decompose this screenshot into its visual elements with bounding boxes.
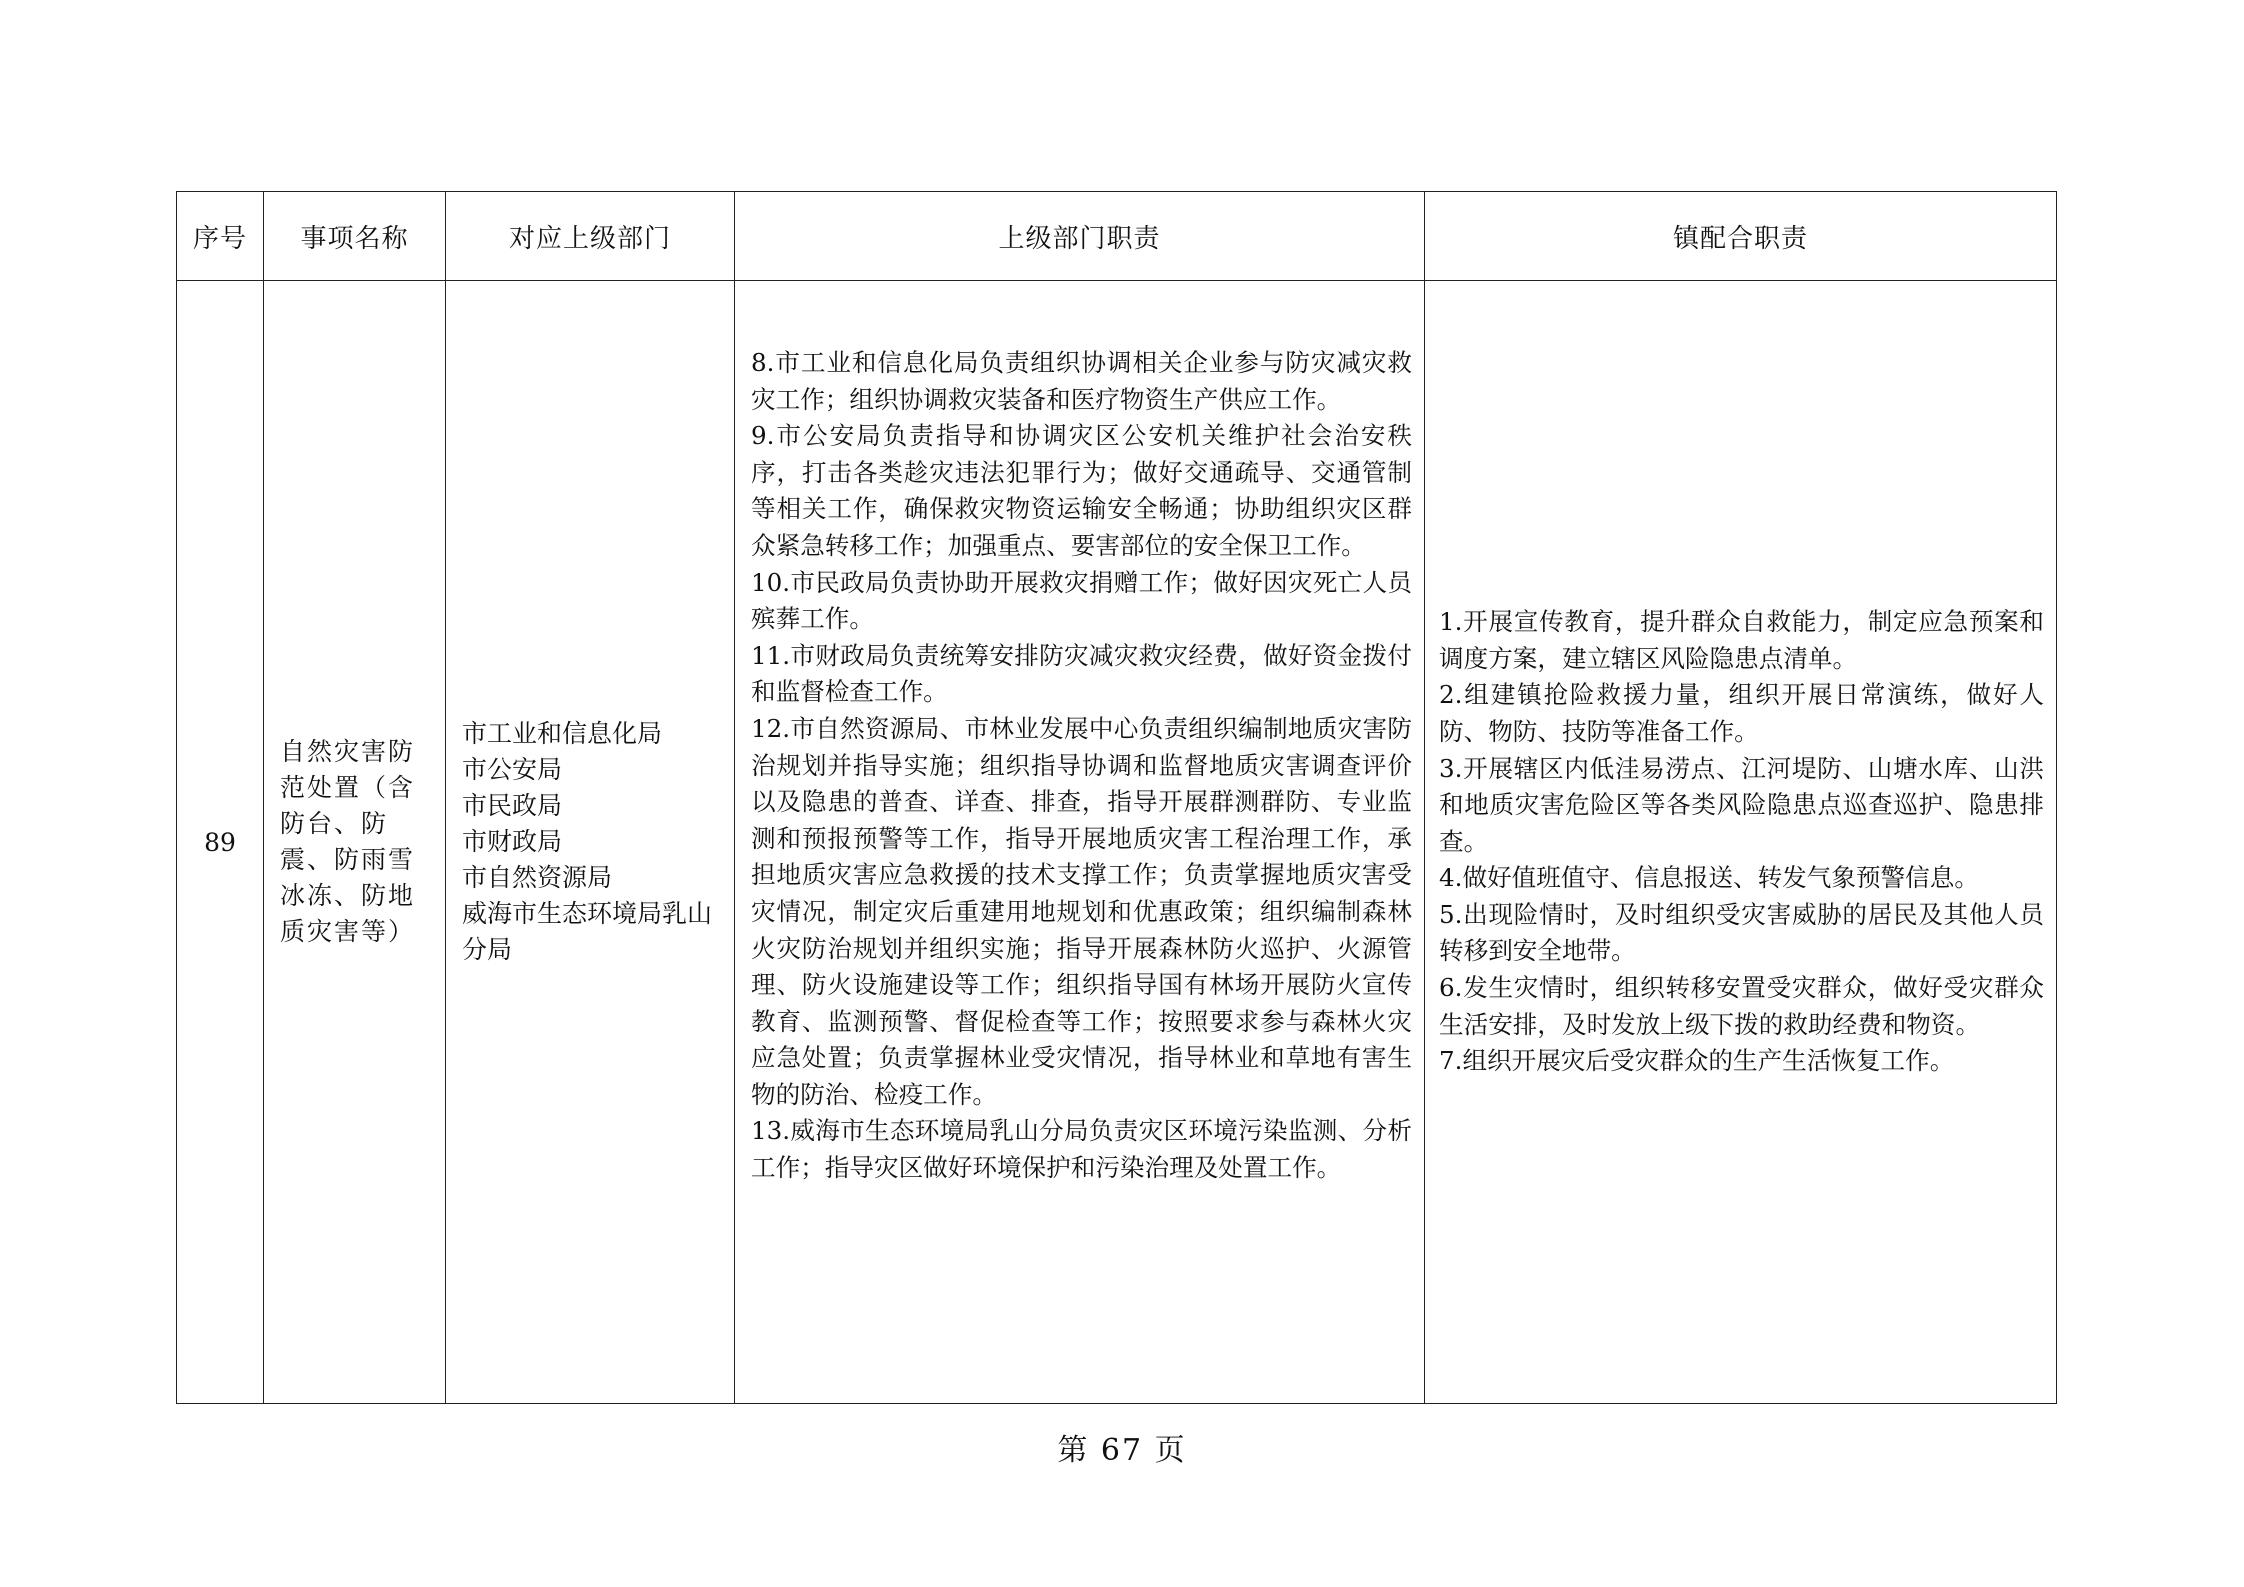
table-header-row xyxy=(177,192,2057,281)
department-item: 市民政局 xyxy=(462,791,563,820)
superior-duty-item: 13.威海市生态环境局乳山分局负责灾区环境污染监测、分析工作；指导灾区做好环境保护和污染治理及处置工作。 xyxy=(751,1116,1412,1183)
town-duty-item: 4.做好值班值守、信息报送、转发气象预警信息。 xyxy=(1439,863,1979,893)
row-item-name: 自然灾害防范处置（含防台、防震、防雨雪冰冻、防地质灾害等） xyxy=(280,737,416,946)
table-row xyxy=(177,281,2057,1404)
row-item-name-cell xyxy=(264,281,446,1404)
department-item: 市财政局 xyxy=(462,827,563,856)
department-list xyxy=(446,716,734,968)
town-duty-item: 3.开展辖区内低洼易涝点、江河堤防、山塘水库、山洪和地质灾害危险区等各类风险隐患点巡查巡护、隐患排查。 xyxy=(1439,753,2044,856)
header-superior-dept: 对应上级部门 xyxy=(446,192,735,281)
header-index: 序号 xyxy=(177,192,264,281)
department-item: 市工业和信息化局 xyxy=(462,719,663,748)
row-departments-cell xyxy=(446,281,735,1404)
superior-duty-item: 8.市工业和信息化局负责组织协调相关企业参与防灾减灾救灾工作；组织协调救灾装备和医疗物资生产供应工作。 xyxy=(751,348,1412,414)
row-town-duties-cell xyxy=(1425,281,2057,1404)
page-number: 第 67 页 xyxy=(1057,1433,1187,1468)
town-duty-item: 5.出现险情时，及时组织受灾害威胁的居民及其他人员转移到安全地带。 xyxy=(1439,899,2044,966)
header-superior-duty: 上级部门职责 xyxy=(735,192,1425,281)
town-duty-list xyxy=(1425,604,2056,1080)
header-town-duty: 镇配合职责 xyxy=(1425,192,2057,281)
town-duty-item: 2.组建镇抢险救援力量，组织开展日常演练，做好人防、物防、技防等准备工作。 xyxy=(1439,680,2044,746)
department-item: 市自然资源局 xyxy=(462,863,613,892)
department-item: 威海市生态环境局乳山分局 xyxy=(462,899,713,964)
town-duty-item: 6.发生灾情时，组织转移安置受灾群众，做好受灾群众生活安排，及时发放上级下拨的救助经费和物资。 xyxy=(1439,973,2044,1039)
superior-duty-item: 10.市民政局负责协助开展救灾捐赠工作；做好因灾死亡人员殡葬工作。 xyxy=(751,567,1412,634)
responsibility-table xyxy=(176,191,2057,1404)
superior-duty-list xyxy=(735,281,1424,1187)
row-superior-duties-cell xyxy=(735,281,1425,1404)
superior-duty-item: 9.市公安局负责指导和协调灾区公安机关维护社会治安秩序，打击各类趁灾违法犯罪行为；做好交通疏导、交通管制等相关工作，确保救灾物资运输安全畅通；协助组织灾区群众紧急转移工作；加强重点、要害部位的安全保卫工作。 xyxy=(751,421,1412,560)
header-item-name: 事项名称 xyxy=(264,192,446,281)
row-index: 89 xyxy=(177,281,264,1404)
department-item: 市公安局 xyxy=(462,755,563,784)
town-duty-item: 7.组织开展灾后受灾群众的生产生活恢复工作。 xyxy=(1439,1046,1955,1076)
superior-duty-item: 12.市自然资源局、市林业发展中心负责组织编制地质灾害防治规划并指导实施；组织指导协调和监督地质灾害调查评价以及隐患的普查、详查、排查，指导开展群测群防、专业监测和预报预警等工作，指导开展地质灾害工程治理工作，承担地质灾害应急救援的技术支撑工作；负责掌握地质灾害受灾情况，制定灾后重建用地规划和优惠政策；组织编制森林火灾防治规划并组织实施；指导开展森林防火巡护、火源管理、防火设施建设等工作；组织指导国有林场开展防火宣传教育、监测预警、督促检查等工作；按照要求参与森林火灾应急处置；负责掌握林业受灾情况，指导林业和草地有害生物的防治、检疫工作。 xyxy=(751,713,1412,1109)
town-duty-item: 1.开展宣传教育，提升群众自救能力，制定应急预案和调度方案，建立辖区风险隐患点清单。 xyxy=(1439,607,2044,673)
superior-duty-item: 11.市财政局负责统筹安排防灾减灾救灾经费，做好资金拨付和监督检查工作。 xyxy=(751,640,1412,707)
